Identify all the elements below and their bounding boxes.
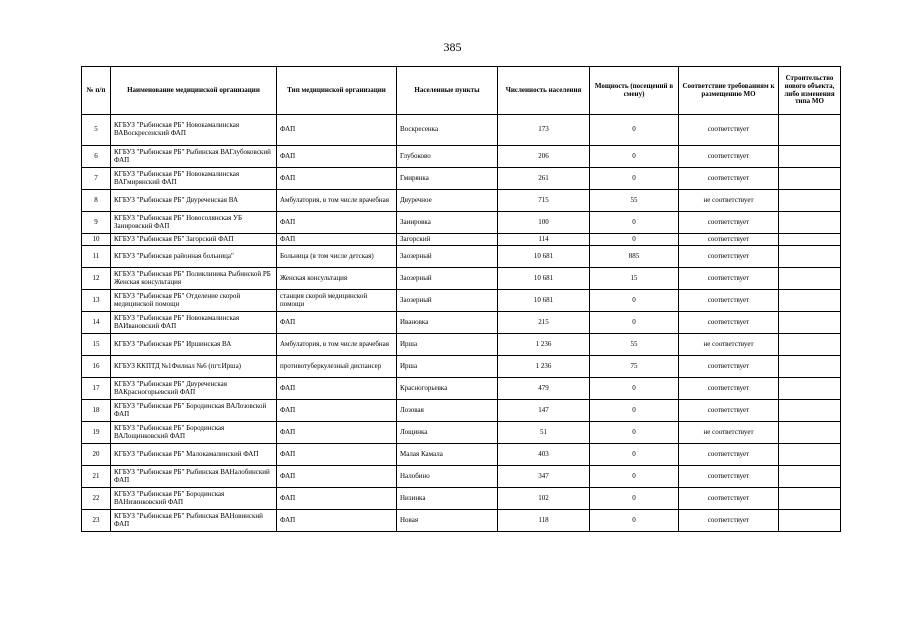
org-name-cell: КГБУЗ "Рыбинская РБ" Рыбинская ВАНалобинский ФАП — [111, 466, 277, 488]
capacity-cell: 0 — [590, 290, 679, 312]
org-type-cell: ФАП — [277, 510, 397, 532]
population-cell: 10 681 — [498, 268, 590, 290]
population-cell: 215 — [498, 312, 590, 334]
population-cell: 102 — [498, 488, 590, 510]
table-row — [82, 115, 841, 146]
compliance-cell: соответствует — [679, 234, 779, 246]
capacity-cell: 15 — [590, 268, 679, 290]
settlement-cell: Новая — [397, 510, 498, 532]
population-cell: 114 — [498, 234, 590, 246]
medical-organizations-table — [81, 66, 841, 532]
population-cell: 206 — [498, 146, 590, 168]
org-name-cell: КГБУЗ "Рыбинская РБ" Бородинская ВАНизинковский ФАП — [111, 488, 277, 510]
compliance-cell: соответствует — [679, 168, 779, 190]
compliance-cell: соответствует — [679, 400, 779, 422]
settlement-cell: Загорский — [397, 234, 498, 246]
population-cell: 147 — [498, 400, 590, 422]
compliance-cell: соответствует — [679, 246, 779, 268]
org-type-cell: ФАП — [277, 146, 397, 168]
page-number: 385 — [443, 40, 462, 54]
org-type-cell: ФАП — [277, 234, 397, 246]
row-number-cell: 10 — [82, 234, 111, 246]
capacity-cell: 55 — [590, 190, 679, 212]
org-name-cell: КГБУЗ "Рыбинская РБ" Поликлиника Рыбинской РБ Женская консультация — [111, 268, 277, 290]
table-row — [82, 212, 841, 234]
header-settlement: Населенные пункты — [397, 67, 498, 115]
org-name-cell: КГБУЗ "Рыбинская РБ" Иршинская ВА — [111, 334, 277, 356]
settlement-cell: Ирша — [397, 334, 498, 356]
population-cell: 100 — [498, 212, 590, 234]
org-type-cell: Амбулатория, в том числе врачебная — [277, 190, 397, 212]
row-number-cell: 16 — [82, 356, 111, 378]
org-name-cell: КГБУЗ "Рыбинская РБ" Новокамалинская ВАГмирянский ФАП — [111, 168, 277, 190]
compliance-cell: не соответствует — [679, 334, 779, 356]
settlement-cell: Ивановка — [397, 312, 498, 334]
header-compliance: Соответствие требованиям к размещению МО — [679, 67, 779, 115]
table-row — [82, 356, 841, 378]
settlement-cell: Налобино — [397, 466, 498, 488]
org-type-cell: ФАП — [277, 400, 397, 422]
settlement-cell: Низинка — [397, 488, 498, 510]
org-name-cell: КГБУЗ "Рыбинская РБ" Двуреченская ВАКрасногорьевский ФАП — [111, 378, 277, 400]
population-cell: 715 — [498, 190, 590, 212]
capacity-cell: 0 — [590, 115, 679, 146]
compliance-cell: соответствует — [679, 378, 779, 400]
capacity-cell: 0 — [590, 444, 679, 466]
population-cell: 51 — [498, 422, 590, 444]
org-type-cell: ФАП — [277, 444, 397, 466]
table-row — [82, 488, 841, 510]
population-cell: 261 — [498, 168, 590, 190]
construction-cell — [779, 115, 841, 146]
capacity-cell: 0 — [590, 146, 679, 168]
header-num: № п/п — [82, 67, 111, 115]
settlement-cell: Заозерный — [397, 268, 498, 290]
construction-cell — [779, 190, 841, 212]
settlement-cell: Ирша — [397, 356, 498, 378]
table-row — [82, 444, 841, 466]
population-cell: 10 681 — [498, 290, 590, 312]
population-cell: 347 — [498, 466, 590, 488]
table-row — [82, 312, 841, 334]
org-type-cell: ФАП — [277, 488, 397, 510]
row-number-cell: 6 — [82, 146, 111, 168]
settlement-cell: Заозерный — [397, 290, 498, 312]
org-type-cell: ФАП — [277, 312, 397, 334]
org-name-cell: КГБУЗ "Рыбинская РБ" Двуреченская ВА — [111, 190, 277, 212]
org-type-cell: ФАП — [277, 115, 397, 146]
header-type: Тип медицинской организации — [277, 67, 397, 115]
settlement-cell: Гмирянка — [397, 168, 498, 190]
capacity-cell: 0 — [590, 510, 679, 532]
table-row — [82, 466, 841, 488]
construction-cell — [779, 356, 841, 378]
org-type-cell: Женская консультация — [277, 268, 397, 290]
org-type-cell: ФАП — [277, 422, 397, 444]
construction-cell — [779, 312, 841, 334]
construction-cell — [779, 510, 841, 532]
row-number-cell: 8 — [82, 190, 111, 212]
row-number-cell: 22 — [82, 488, 111, 510]
settlement-cell: Лозовая — [397, 400, 498, 422]
row-number-cell: 20 — [82, 444, 111, 466]
table-header-row — [82, 67, 841, 115]
capacity-cell: 0 — [590, 488, 679, 510]
capacity-cell: 885 — [590, 246, 679, 268]
table-row — [82, 378, 841, 400]
construction-cell — [779, 168, 841, 190]
table-row — [82, 246, 841, 268]
org-name-cell: КГБУЗ "Рыбинская РБ" Рыбинская ВАГлубоковский ФАП — [111, 146, 277, 168]
header-construction: Строительство нового объекта, либо изменения типа МО — [779, 67, 841, 115]
row-number-cell: 11 — [82, 246, 111, 268]
table-row — [82, 168, 841, 190]
compliance-cell: соответствует — [679, 510, 779, 532]
table-row — [82, 146, 841, 168]
compliance-cell: соответствует — [679, 488, 779, 510]
row-number-cell: 23 — [82, 510, 111, 532]
population-cell: 10 681 — [498, 246, 590, 268]
row-number-cell: 12 — [82, 268, 111, 290]
construction-cell — [779, 234, 841, 246]
settlement-cell: Красногорьевка — [397, 378, 498, 400]
capacity-cell: 75 — [590, 356, 679, 378]
org-type-cell: ФАП — [277, 466, 397, 488]
settlement-cell: Глубоково — [397, 146, 498, 168]
construction-cell — [779, 290, 841, 312]
org-name-cell: КГБУЗ ККПТД №1Филиал №6 (пгт.Ирша) — [111, 356, 277, 378]
capacity-cell: 0 — [590, 466, 679, 488]
table-body — [82, 115, 841, 532]
construction-cell — [779, 212, 841, 234]
org-type-cell: противотуберкулезный диспансер — [277, 356, 397, 378]
settlement-cell: Лощинка — [397, 422, 498, 444]
row-number-cell: 19 — [82, 422, 111, 444]
population-cell: 173 — [498, 115, 590, 146]
settlement-cell: Воскресенка — [397, 115, 498, 146]
settlement-cell: Заозерный — [397, 246, 498, 268]
org-type-cell: Амбулатория, в том числе врачебная — [277, 334, 397, 356]
row-number-cell: 13 — [82, 290, 111, 312]
table-row — [82, 190, 841, 212]
row-number-cell: 14 — [82, 312, 111, 334]
org-name-cell: КГБУЗ "Рыбинская РБ" Новосолянская УБ Заиировский ФАП — [111, 212, 277, 234]
construction-cell — [779, 268, 841, 290]
population-cell: 1 236 — [498, 334, 590, 356]
org-name-cell: КГБУЗ "Рыбинская РБ" Загорский ФАП — [111, 234, 277, 246]
org-type-cell: ФАП — [277, 168, 397, 190]
table-row — [82, 334, 841, 356]
org-type-cell: станция скорой медицинской помощи — [277, 290, 397, 312]
compliance-cell: соответствует — [679, 146, 779, 168]
compliance-cell: соответствует — [679, 356, 779, 378]
row-number-cell: 17 — [82, 378, 111, 400]
compliance-cell: соответствует — [679, 115, 779, 146]
row-number-cell: 9 — [82, 212, 111, 234]
capacity-cell: 0 — [590, 312, 679, 334]
header-population: Численность населения — [498, 67, 590, 115]
construction-cell — [779, 378, 841, 400]
row-number-cell: 7 — [82, 168, 111, 190]
population-cell: 479 — [498, 378, 590, 400]
table-row — [82, 290, 841, 312]
row-number-cell: 5 — [82, 115, 111, 146]
construction-cell — [779, 488, 841, 510]
org-name-cell: КГБУЗ "Рыбинская РБ" Бородинская ВАЛощинковский ФАП — [111, 422, 277, 444]
org-name-cell: КГБУЗ "Рыбинская РБ" Рыбинская ВАНовинский ФАП — [111, 510, 277, 532]
org-type-cell: ФАП — [277, 212, 397, 234]
org-type-cell: Больница (в том числе детская) — [277, 246, 397, 268]
compliance-cell: соответствует — [679, 212, 779, 234]
header-name: Наименование медицинской организации — [111, 67, 277, 115]
table-row — [82, 422, 841, 444]
row-number-cell: 21 — [82, 466, 111, 488]
compliance-cell: соответствует — [679, 290, 779, 312]
org-name-cell: КГБУЗ "Рыбинская РБ" Бородинская ВАЛозовской ФАП — [111, 400, 277, 422]
capacity-cell: 0 — [590, 212, 679, 234]
compliance-cell: не соответствует — [679, 422, 779, 444]
construction-cell — [779, 444, 841, 466]
population-cell: 118 — [498, 510, 590, 532]
table-row — [82, 234, 841, 246]
settlement-cell: Малая Камала — [397, 444, 498, 466]
compliance-cell: соответствует — [679, 312, 779, 334]
table-row — [82, 510, 841, 532]
compliance-cell: соответствует — [679, 268, 779, 290]
capacity-cell: 0 — [590, 168, 679, 190]
construction-cell — [779, 466, 841, 488]
org-type-cell: ФАП — [277, 378, 397, 400]
capacity-cell: 0 — [590, 378, 679, 400]
settlement-cell: Двуречное — [397, 190, 498, 212]
capacity-cell: 0 — [590, 422, 679, 444]
population-cell: 1 236 — [498, 356, 590, 378]
header-capacity: Мощность (посещений в смену) — [590, 67, 679, 115]
compliance-cell: соответствует — [679, 466, 779, 488]
construction-cell — [779, 422, 841, 444]
construction-cell — [779, 400, 841, 422]
org-name-cell: КГБУЗ "Рыбинская РБ" Новокамалинская ВАВоскресенский ФАП — [111, 115, 277, 146]
capacity-cell: 0 — [590, 400, 679, 422]
row-number-cell: 18 — [82, 400, 111, 422]
org-name-cell: КГБУЗ "Рыбинская РБ" Отделение скорой медицинской помощи — [111, 290, 277, 312]
construction-cell — [779, 334, 841, 356]
row-number-cell: 15 — [82, 334, 111, 356]
capacity-cell: 0 — [590, 234, 679, 246]
construction-cell — [779, 146, 841, 168]
population-cell: 403 — [498, 444, 590, 466]
table-row — [82, 400, 841, 422]
construction-cell — [779, 246, 841, 268]
compliance-cell: соответствует — [679, 444, 779, 466]
table-row — [82, 268, 841, 290]
org-name-cell: КГБУЗ "Рыбинская РБ" Малокамалинский ФАП — [111, 444, 277, 466]
settlement-cell: Заиировка — [397, 212, 498, 234]
capacity-cell: 55 — [590, 334, 679, 356]
compliance-cell: не соответствует — [679, 190, 779, 212]
org-name-cell: КГБУЗ "Рыбинская РБ" Новокамалинская ВАИвановский ФАП — [111, 312, 277, 334]
org-name-cell: КГБУЗ "Рыбинская районная больница" — [111, 246, 277, 268]
